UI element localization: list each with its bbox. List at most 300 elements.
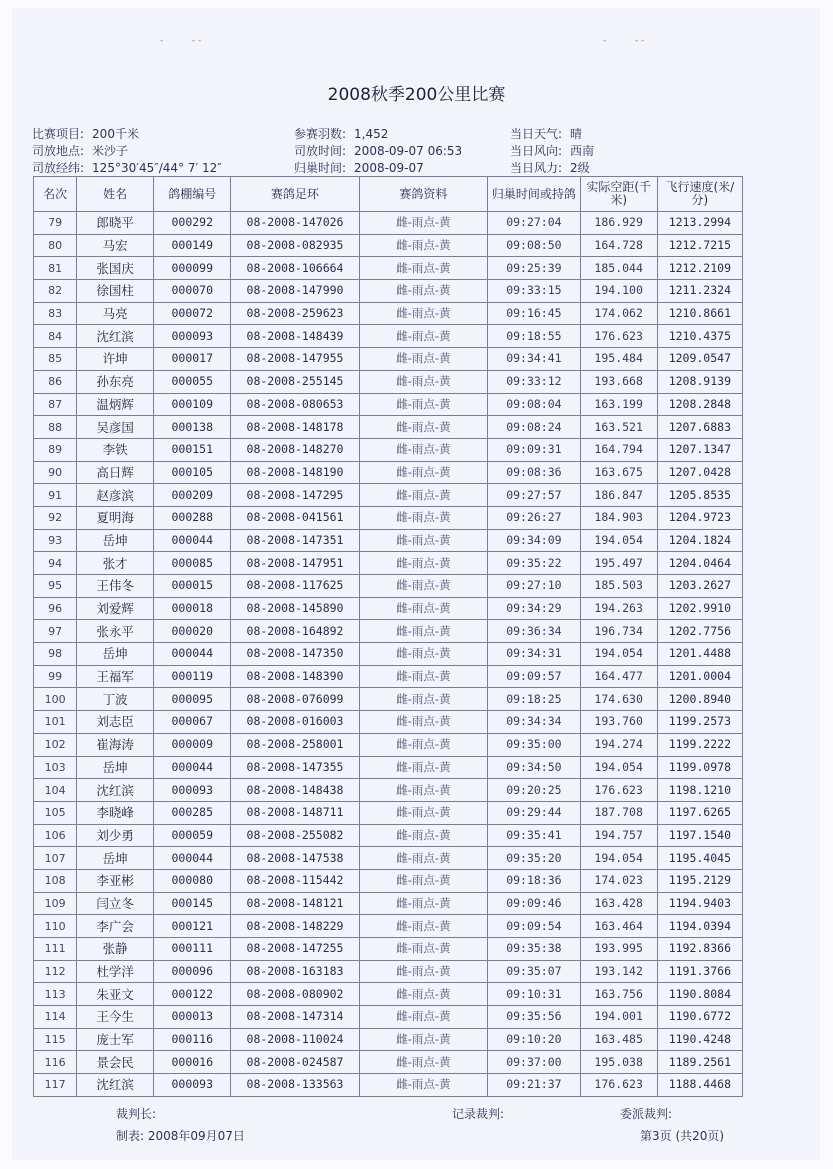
name-cell: 岳坤 xyxy=(77,643,154,666)
table-row xyxy=(34,597,743,620)
name-cell: 马亮 xyxy=(77,302,154,325)
ring-cell: 08-2008-147314 xyxy=(231,1006,359,1029)
name-cell: 岳坤 xyxy=(77,756,154,779)
pigeon-info-cell: 雌-雨点-黄 xyxy=(359,801,487,824)
speed-cell: 1202.7756 xyxy=(657,620,742,643)
table-row xyxy=(34,779,743,802)
name-cell: 岳坤 xyxy=(77,847,154,870)
name-cell: 刘少勇 xyxy=(77,824,154,847)
page-number: 第3页 (共20页) xyxy=(640,1129,725,1143)
pigeon-info-cell: 雌-雨点-黄 xyxy=(359,234,487,257)
distance-cell: 194.001 xyxy=(580,1006,657,1029)
pigeon-info-cell: 雌-雨点-黄 xyxy=(359,1051,487,1074)
pigeon-info-cell: 雌-雨点-黄 xyxy=(359,983,487,1006)
ring-cell: 08-2008-133563 xyxy=(231,1074,359,1097)
table-row xyxy=(34,824,743,847)
distance-cell: 195.497 xyxy=(580,552,657,575)
rank-cell: 87 xyxy=(34,393,77,416)
ring-cell: 08-2008-255145 xyxy=(231,370,359,393)
loft-code-cell: 000111 xyxy=(154,938,231,961)
loft-code-cell: 000016 xyxy=(154,1051,231,1074)
distance-cell: 174.023 xyxy=(580,869,657,892)
name-cell: 李亚彬 xyxy=(77,869,154,892)
ring-cell: 08-2008-041561 xyxy=(231,506,359,529)
name-cell: 张静 xyxy=(77,938,154,961)
arrival-time-cell: 09:09:31 xyxy=(488,438,580,461)
name-cell: 吴彦国 xyxy=(77,416,154,439)
loft-code-cell: 000020 xyxy=(154,620,231,643)
loft-code-cell: 000288 xyxy=(154,506,231,529)
name-cell: 夏明海 xyxy=(77,506,154,529)
ring-cell: 08-2008-082935 xyxy=(231,234,359,257)
arrival-time-cell: 09:27:10 xyxy=(488,575,580,598)
loft-code-cell: 000096 xyxy=(154,960,231,983)
loft-code-cell: 000119 xyxy=(154,665,231,688)
pigeon-info-cell: 雌-雨点-黄 xyxy=(359,756,487,779)
name-cell: 庞士军 xyxy=(77,1028,154,1051)
name-cell: 张才 xyxy=(77,552,154,575)
ring-cell: 08-2008-147351 xyxy=(231,529,359,552)
rank-cell: 90 xyxy=(34,461,77,484)
speed-cell: 1194.0394 xyxy=(657,915,742,938)
loft-code-cell: 000055 xyxy=(154,370,231,393)
table-row xyxy=(34,506,743,529)
pigeon-info-cell: 雌-雨点-黄 xyxy=(359,665,487,688)
distance-cell: 163.428 xyxy=(580,892,657,915)
arrival-time-cell: 09:27:57 xyxy=(488,484,580,507)
ring-cell: 08-2008-024587 xyxy=(231,1051,359,1074)
page-title: 2008秋季200公里比赛 xyxy=(327,85,506,105)
ring-cell: 08-2008-147295 xyxy=(231,484,359,507)
pigeon-info-cell: 雌-雨点-黄 xyxy=(359,892,487,915)
pigeon-info-cell: 雌-雨点-黄 xyxy=(359,733,487,756)
arrival-time-cell: 09:35:20 xyxy=(488,847,580,870)
name-cell: 王福军 xyxy=(77,665,154,688)
rank-cell: 86 xyxy=(34,370,77,393)
pigeon-info-cell: 雌-雨点-黄 xyxy=(359,938,487,961)
rank-cell: 81 xyxy=(34,257,77,280)
pigeon-info-cell: 雌-雨点-黄 xyxy=(359,280,487,303)
table-row xyxy=(34,1074,743,1097)
name-cell: 沈红滨 xyxy=(77,1074,154,1097)
distance-cell: 194.263 xyxy=(580,597,657,620)
pigeon-info-cell: 雌-雨点-黄 xyxy=(359,869,487,892)
distance-cell: 194.054 xyxy=(580,756,657,779)
distance-cell: 195.038 xyxy=(580,1051,657,1074)
distance-cell: 186.847 xyxy=(580,484,657,507)
pigeon-info-cell: 雌-雨点-黄 xyxy=(359,1074,487,1097)
name-cell: 刘志臣 xyxy=(77,711,154,734)
table-row xyxy=(34,938,743,961)
ring-cell: 08-2008-148438 xyxy=(231,779,359,802)
col-name: 姓名 xyxy=(77,177,154,212)
distance-cell: 163.756 xyxy=(580,983,657,1006)
pigeon-info-cell: 雌-雨点-黄 xyxy=(359,597,487,620)
name-cell: 刘爱辉 xyxy=(77,597,154,620)
speed-cell: 1210.4375 xyxy=(657,325,742,348)
pigeon-info-cell: 雌-雨点-黄 xyxy=(359,438,487,461)
speed-cell: 1200.8940 xyxy=(657,688,742,711)
release-time: 司放时间: 2008-09-07 06:53 xyxy=(294,144,463,158)
ring-cell: 08-2008-148390 xyxy=(231,665,359,688)
loft-code-cell: 000151 xyxy=(154,438,231,461)
loft-code-cell: 000067 xyxy=(154,711,231,734)
loft-code-cell: 000149 xyxy=(154,234,231,257)
rank-cell: 89 xyxy=(34,438,77,461)
rank-cell: 92 xyxy=(34,506,77,529)
rank-cell: 96 xyxy=(34,597,77,620)
arrival-time-cell: 09:29:44 xyxy=(488,801,580,824)
loft-code-cell: 000105 xyxy=(154,461,231,484)
col-pigeon-info: 赛鸽资料 xyxy=(359,177,487,212)
arrival-time-cell: 09:33:12 xyxy=(488,370,580,393)
name-cell: 许坤 xyxy=(77,348,154,371)
arrival-time-cell: 09:08:50 xyxy=(488,234,580,257)
rank-cell: 110 xyxy=(34,915,77,938)
loft-code-cell: 000044 xyxy=(154,756,231,779)
distance-cell: 194.054 xyxy=(580,529,657,552)
rank-cell: 101 xyxy=(34,711,77,734)
table-row xyxy=(34,801,743,824)
speed-cell: 1205.8535 xyxy=(657,484,742,507)
arrival-time-cell: 09:10:20 xyxy=(488,1028,580,1051)
loft-code-cell: 000044 xyxy=(154,847,231,870)
pigeon-info-cell: 雌-雨点-黄 xyxy=(359,688,487,711)
ring-cell: 08-2008-106664 xyxy=(231,257,359,280)
name-cell: 赵彦滨 xyxy=(77,484,154,507)
rank-cell: 91 xyxy=(34,484,77,507)
rank-cell: 117 xyxy=(34,1074,77,1097)
arrival-time-cell: 09:27:04 xyxy=(488,212,580,235)
name-cell: 沈红滨 xyxy=(77,325,154,348)
distance-cell: 185.044 xyxy=(580,257,657,280)
loft-code-cell: 000013 xyxy=(154,1006,231,1029)
table-row xyxy=(34,257,743,280)
distance-cell: 196.734 xyxy=(580,620,657,643)
loft-code-cell: 000072 xyxy=(154,302,231,325)
rank-cell: 107 xyxy=(34,847,77,870)
ring-cell: 08-2008-163183 xyxy=(231,960,359,983)
weather: 当日天气: 晴 xyxy=(510,127,583,141)
ring-cell: 08-2008-148190 xyxy=(231,461,359,484)
col-speed: 飞行速度(米/分) xyxy=(657,177,742,212)
arrival-time-cell: 09:36:34 xyxy=(488,620,580,643)
arrival-time-cell: 09:26:27 xyxy=(488,506,580,529)
name-cell: 朱亚文 xyxy=(77,983,154,1006)
ring-cell: 08-2008-148270 xyxy=(231,438,359,461)
name-cell: 郎晓平 xyxy=(77,212,154,235)
rank-cell: 98 xyxy=(34,643,77,666)
rank-cell: 111 xyxy=(34,938,77,961)
arrival-time-cell: 09:20:25 xyxy=(488,779,580,802)
table-row xyxy=(34,484,743,507)
distance-cell: 186.929 xyxy=(580,212,657,235)
loft-code-cell: 000093 xyxy=(154,1074,231,1097)
speed-cell: 1210.8661 xyxy=(657,302,742,325)
loft-code-cell: 000093 xyxy=(154,325,231,348)
table-row xyxy=(34,393,743,416)
ring-cell: 08-2008-147955 xyxy=(231,348,359,371)
assigned-judge: 委派裁判: xyxy=(620,1107,673,1121)
loft-code-cell: 000109 xyxy=(154,393,231,416)
arrival-time-cell: 09:33:15 xyxy=(488,280,580,303)
speed-cell: 1212.7215 xyxy=(657,234,742,257)
table-row xyxy=(34,1051,743,1074)
table-row xyxy=(34,1006,743,1029)
pigeon-info-cell: 雌-雨点-黄 xyxy=(359,779,487,802)
speed-cell: 1197.6265 xyxy=(657,801,742,824)
table-row xyxy=(34,688,743,711)
arrival-time-cell: 09:18:55 xyxy=(488,325,580,348)
speed-cell: 1212.2109 xyxy=(657,257,742,280)
rank-cell: 108 xyxy=(34,869,77,892)
wind-force: 当日风力: 2级 xyxy=(510,161,590,175)
table-row xyxy=(34,665,743,688)
pigeon-info-cell: 雌-雨点-黄 xyxy=(359,552,487,575)
table-row xyxy=(34,892,743,915)
distance-cell: 163.675 xyxy=(580,461,657,484)
arrival-time-cell: 09:34:09 xyxy=(488,529,580,552)
arrival-time-cell: 09:18:25 xyxy=(488,688,580,711)
speed-cell: 1194.9403 xyxy=(657,892,742,915)
distance-cell: 193.668 xyxy=(580,370,657,393)
pigeon-info-cell: 雌-雨点-黄 xyxy=(359,575,487,598)
arrival-time-cell: 09:34:29 xyxy=(488,597,580,620)
ring-cell: 08-2008-117625 xyxy=(231,575,359,598)
speed-cell: 1211.2324 xyxy=(657,280,742,303)
speed-cell: 1209.0547 xyxy=(657,348,742,371)
distance-cell: 164.728 xyxy=(580,234,657,257)
rank-cell: 116 xyxy=(34,1051,77,1074)
distance-cell: 187.708 xyxy=(580,801,657,824)
pigeon-info-cell: 雌-雨点-黄 xyxy=(359,824,487,847)
table-row xyxy=(34,370,743,393)
rank-cell: 114 xyxy=(34,1006,77,1029)
name-cell: 张永平 xyxy=(77,620,154,643)
rank-cell: 79 xyxy=(34,212,77,235)
distance-cell: 194.054 xyxy=(580,643,657,666)
name-cell: 岳坤 xyxy=(77,529,154,552)
ring-cell: 08-2008-115442 xyxy=(231,869,359,892)
name-cell: 景会民 xyxy=(77,1051,154,1074)
arrival-time-cell: 09:35:07 xyxy=(488,960,580,983)
pigeon-info-cell: 雌-雨点-黄 xyxy=(359,711,487,734)
speed-cell: 1207.6883 xyxy=(657,416,742,439)
distance-cell: 193.142 xyxy=(580,960,657,983)
distance-cell: 194.054 xyxy=(580,847,657,870)
arrival-time-cell: 09:08:24 xyxy=(488,416,580,439)
pigeon-info-cell: 雌-雨点-黄 xyxy=(359,529,487,552)
table-row xyxy=(34,552,743,575)
pigeon-info-cell: 雌-雨点-黄 xyxy=(359,370,487,393)
table-row xyxy=(34,1028,743,1051)
table-row xyxy=(34,869,743,892)
ring-cell: 08-2008-255082 xyxy=(231,824,359,847)
ring-cell: 08-2008-148711 xyxy=(231,801,359,824)
loft-code-cell: 000093 xyxy=(154,779,231,802)
table-row xyxy=(34,733,743,756)
loft-code-cell: 000009 xyxy=(154,733,231,756)
arrival-time-cell: 09:09:57 xyxy=(488,665,580,688)
speed-cell: 1201.4488 xyxy=(657,643,742,666)
rank-cell: 88 xyxy=(34,416,77,439)
rank-cell: 97 xyxy=(34,620,77,643)
speed-cell: 1190.4248 xyxy=(657,1028,742,1051)
name-cell: 王伟冬 xyxy=(77,575,154,598)
rank-cell: 93 xyxy=(34,529,77,552)
ring-cell: 08-2008-147350 xyxy=(231,643,359,666)
rank-cell: 104 xyxy=(34,779,77,802)
table-row xyxy=(34,461,743,484)
name-cell: 李铁 xyxy=(77,438,154,461)
name-cell: 马宏 xyxy=(77,234,154,257)
distance-cell: 163.521 xyxy=(580,416,657,439)
loft-code-cell: 000095 xyxy=(154,688,231,711)
pigeon-info-cell: 雌-雨点-黄 xyxy=(359,348,487,371)
name-cell: 闫立冬 xyxy=(77,892,154,915)
arrival-time-cell: 09:35:22 xyxy=(488,552,580,575)
rank-cell: 115 xyxy=(34,1028,77,1051)
return-time: 归巢时间: 2008-09-07 xyxy=(294,161,424,175)
rank-cell: 85 xyxy=(34,348,77,371)
release-coords: 司放经纬: 125°30′45″/44° 7′ 12″ xyxy=(32,161,222,175)
loft-code-cell: 000044 xyxy=(154,643,231,666)
pigeon-info-cell: 雌-雨点-黄 xyxy=(359,461,487,484)
name-cell: 王今生 xyxy=(77,1006,154,1029)
col-arrival-time: 归巢时间或持鸽 xyxy=(488,177,580,212)
pigeon-info-cell: 雌-雨点-黄 xyxy=(359,212,487,235)
rank-cell: 102 xyxy=(34,733,77,756)
ring-cell: 08-2008-076099 xyxy=(231,688,359,711)
rank-cell: 84 xyxy=(34,325,77,348)
speed-cell: 1213.2994 xyxy=(657,212,742,235)
table-row xyxy=(34,711,743,734)
arrival-time-cell: 09:34:41 xyxy=(488,348,580,371)
name-cell: 温炳辉 xyxy=(77,393,154,416)
distance-cell: 174.062 xyxy=(580,302,657,325)
arrival-time-cell: 09:34:34 xyxy=(488,711,580,734)
loft-code-cell: 000138 xyxy=(154,416,231,439)
table-row xyxy=(34,212,743,235)
pigeon-info-cell: 雌-雨点-黄 xyxy=(359,643,487,666)
speed-cell: 1199.0978 xyxy=(657,756,742,779)
loft-code-cell: 000116 xyxy=(154,1028,231,1051)
pigeon-info-cell: 雌-雨点-黄 xyxy=(359,302,487,325)
arrival-time-cell: 09:09:46 xyxy=(488,892,580,915)
name-cell: 孙东亮 xyxy=(77,370,154,393)
arrival-time-cell: 09:18:36 xyxy=(488,869,580,892)
speed-cell: 1195.4045 xyxy=(657,847,742,870)
loft-code-cell: 000121 xyxy=(154,915,231,938)
ring-cell: 08-2008-110024 xyxy=(231,1028,359,1051)
arrival-time-cell: 09:34:50 xyxy=(488,756,580,779)
table-row xyxy=(34,302,743,325)
speed-cell: 1202.9910 xyxy=(657,597,742,620)
ring-cell: 08-2008-147990 xyxy=(231,280,359,303)
ring-cell: 08-2008-259623 xyxy=(231,302,359,325)
distance-cell: 164.794 xyxy=(580,438,657,461)
table-row xyxy=(34,643,743,666)
loft-code-cell: 000099 xyxy=(154,257,231,280)
rank-cell: 95 xyxy=(34,575,77,598)
loft-code-cell: 000017 xyxy=(154,348,231,371)
arrival-time-cell: 09:37:00 xyxy=(488,1051,580,1074)
loft-code-cell: 000070 xyxy=(154,280,231,303)
arrival-time-cell: 09:25:39 xyxy=(488,257,580,280)
pigeon-info-cell: 雌-雨点-黄 xyxy=(359,484,487,507)
scan-mark: - - - xyxy=(603,36,645,46)
arrival-time-cell: 09:09:54 xyxy=(488,915,580,938)
table-row xyxy=(34,438,743,461)
ring-cell: 08-2008-145890 xyxy=(231,597,359,620)
speed-cell: 1195.2129 xyxy=(657,869,742,892)
distance-cell: 194.274 xyxy=(580,733,657,756)
speed-cell: 1207.0428 xyxy=(657,461,742,484)
table-row xyxy=(34,234,743,257)
table-row xyxy=(34,620,743,643)
speed-cell: 1208.9139 xyxy=(657,370,742,393)
distance-cell: 193.995 xyxy=(580,938,657,961)
arrival-time-cell: 09:35:38 xyxy=(488,938,580,961)
speed-cell: 1197.1540 xyxy=(657,824,742,847)
speed-cell: 1199.2573 xyxy=(657,711,742,734)
distance-cell: 174.630 xyxy=(580,688,657,711)
speed-cell: 1201.0004 xyxy=(657,665,742,688)
ring-cell: 08-2008-258001 xyxy=(231,733,359,756)
race-item: 比赛项目: 200千米 xyxy=(32,127,139,141)
table-row xyxy=(34,529,743,552)
ring-cell: 08-2008-147355 xyxy=(231,756,359,779)
ring-cell: 08-2008-147255 xyxy=(231,938,359,961)
pigeon-info-cell: 雌-雨点-黄 xyxy=(359,1028,487,1051)
distance-cell: 193.760 xyxy=(580,711,657,734)
name-cell: 丁波 xyxy=(77,688,154,711)
ring-cell: 08-2008-147026 xyxy=(231,212,359,235)
arrival-time-cell: 09:35:56 xyxy=(488,1006,580,1029)
speed-cell: 1190.6772 xyxy=(657,1006,742,1029)
rank-cell: 83 xyxy=(34,302,77,325)
arrival-time-cell: 09:35:00 xyxy=(488,733,580,756)
col-rank: 名次 xyxy=(34,177,77,212)
name-cell: 高日辉 xyxy=(77,461,154,484)
speed-cell: 1204.9723 xyxy=(657,506,742,529)
loft-code-cell: 000080 xyxy=(154,869,231,892)
ring-cell: 08-2008-148229 xyxy=(231,915,359,938)
rank-cell: 103 xyxy=(34,756,77,779)
name-cell: 崔海涛 xyxy=(77,733,154,756)
loft-code-cell: 000018 xyxy=(154,597,231,620)
pigeon-info-cell: 雌-雨点-黄 xyxy=(359,620,487,643)
loft-code-cell: 000044 xyxy=(154,529,231,552)
table-row xyxy=(34,960,743,983)
ring-cell: 08-2008-148439 xyxy=(231,325,359,348)
col-distance: 实际空距(千米) xyxy=(580,177,657,212)
table-row xyxy=(34,575,743,598)
table-row xyxy=(34,348,743,371)
ring-cell: 08-2008-148121 xyxy=(231,892,359,915)
rank-cell: 99 xyxy=(34,665,77,688)
speed-cell: 1189.2561 xyxy=(657,1051,742,1074)
rank-cell: 80 xyxy=(34,234,77,257)
rank-cell: 106 xyxy=(34,824,77,847)
arrival-time-cell: 09:35:41 xyxy=(488,824,580,847)
distance-cell: 176.623 xyxy=(580,779,657,802)
loft-code-cell: 000145 xyxy=(154,892,231,915)
loft-code-cell: 000285 xyxy=(154,801,231,824)
results-table xyxy=(33,176,743,1097)
distance-cell: 163.485 xyxy=(580,1028,657,1051)
table-row xyxy=(34,416,743,439)
